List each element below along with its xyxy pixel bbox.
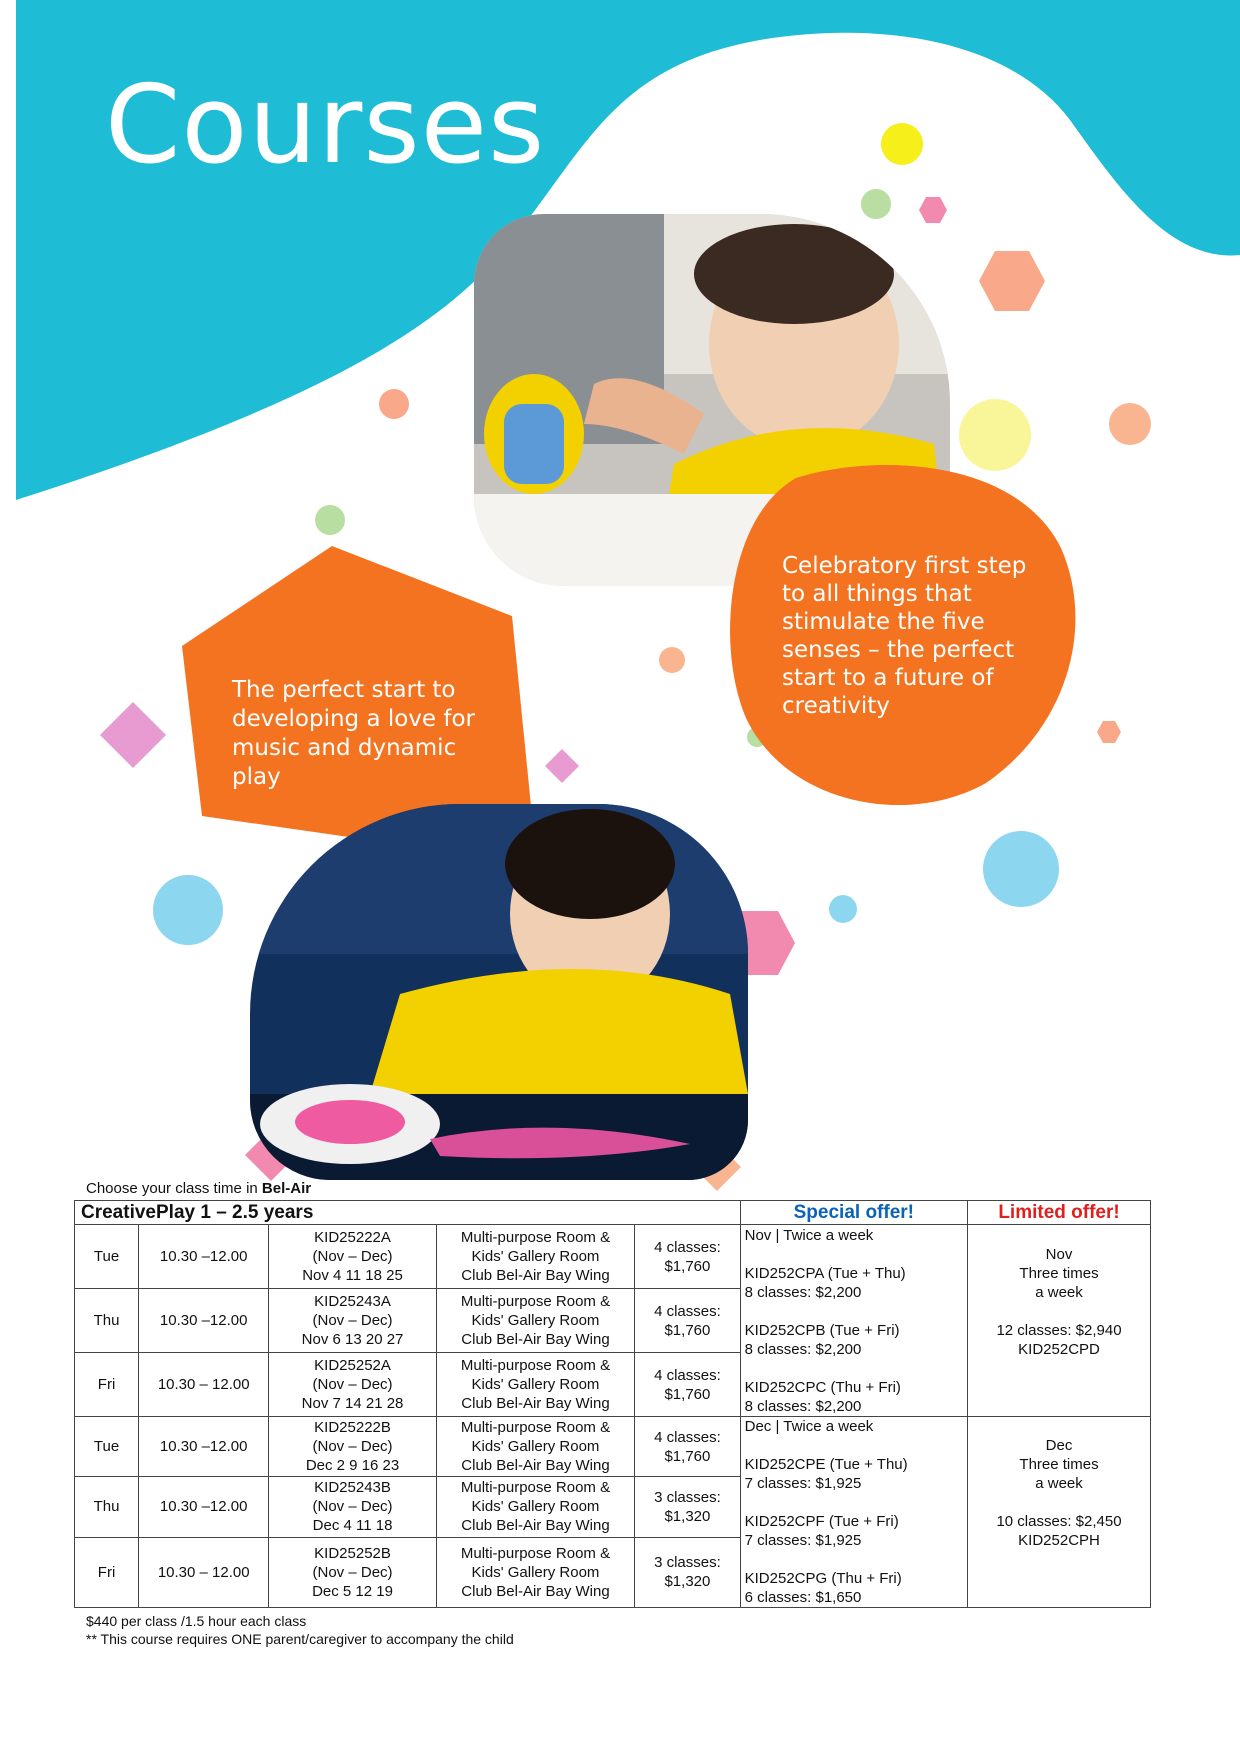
code-cell: KID25222B (Nov – Dec) Dec 2 9 16 23 bbox=[269, 1417, 436, 1477]
venue-cell: Multi-purpose Room & Kids' Gallery Room Club Bel-Air Bay Wing bbox=[436, 1417, 634, 1477]
day-cell: Thu bbox=[75, 1477, 139, 1537]
price-cell: 4 classes: $1,760 bbox=[635, 1353, 740, 1417]
blurb-bottom-text: The perfect start to developing a love for music and dynamic play bbox=[232, 677, 476, 790]
pink-diamond-shape bbox=[98, 700, 168, 770]
footnote-price: $440 per class /1.5 hour each class bbox=[86, 1613, 307, 1629]
code-cell: KID25222A (Nov – Dec) Nov 4 11 18 25 bbox=[269, 1225, 436, 1289]
yellow-dot-shape bbox=[880, 122, 924, 166]
table-row bbox=[75, 1225, 1151, 1289]
course-name: CreativePlay 1 – 2.5 years bbox=[75, 1201, 741, 1225]
venue-cell: Multi-purpose Room & Kids' Gallery Room Club Bel-Air Bay Wing bbox=[436, 1225, 634, 1289]
code-cell: KID25243B (Nov – Dec) Dec 4 11 18 bbox=[269, 1477, 436, 1537]
peach-dot-shape bbox=[658, 646, 686, 674]
nov-special-offer-cell: Nov | Twice a week KID252CPA (Tue + Thu) 8 classes: $2,200 KID252CPB (Tue + Fri) 8 classes: $2,200 KID252CPC (Thu + Fri) 8 classes: $2,200 bbox=[740, 1225, 967, 1417]
peach-dot-shape bbox=[378, 388, 410, 420]
table-header-row bbox=[75, 1201, 1151, 1225]
nov-limited-offer-cell: Nov Three times a week 12 classes: $2,940 KID252CPD bbox=[968, 1225, 1151, 1417]
price-cell: 4 classes: $1,760 bbox=[635, 1289, 740, 1353]
day-cell: Tue bbox=[75, 1417, 139, 1477]
caption-location: Bel-Air bbox=[261, 1180, 312, 1197]
schedule-table bbox=[74, 1200, 1151, 1608]
blue-dot-shape bbox=[828, 894, 858, 924]
code-cell: KID25252B (Nov – Dec) Dec 5 12 19 bbox=[269, 1537, 436, 1607]
pink-hexagon-shape bbox=[918, 196, 948, 224]
venue-cell: Multi-purpose Room & Kids' Gallery Room Club Bel-Air Bay Wing bbox=[436, 1477, 634, 1537]
peach-hexagon-shape bbox=[978, 250, 1046, 312]
toddler-painting-photo bbox=[250, 804, 748, 1180]
green-dot-shape bbox=[860, 188, 892, 220]
price-cell: 3 classes: $1,320 bbox=[635, 1537, 740, 1607]
code-cell: KID25252A (Nov – Dec) Nov 7 14 21 28 bbox=[269, 1353, 436, 1417]
limited-offer-header: Limited offer! bbox=[968, 1201, 1151, 1225]
price-cell: 4 classes: $1,760 bbox=[635, 1225, 740, 1289]
time-cell: 10.30 –12.00 bbox=[139, 1477, 269, 1537]
dec-special-offer-cell: Dec | Twice a week KID252CPE (Tue + Thu) 7 classes: $1,925 KID252CPF (Tue + Fri) 7 classes: $1,925 KID252CPG (Thu + Fri) 6 classes: $1,650 bbox=[740, 1417, 967, 1608]
peach-dot-shape bbox=[1108, 402, 1152, 446]
price-cell: 3 classes: $1,320 bbox=[635, 1477, 740, 1537]
time-cell: 10.30 –12.00 bbox=[139, 1225, 269, 1289]
venue-cell: Multi-purpose Room & Kids' Gallery Room Club Bel-Air Bay Wing bbox=[436, 1537, 634, 1607]
dec-limited-offer-cell: Dec Three times a week 10 classes: $2,450 KID252CPH bbox=[968, 1417, 1151, 1608]
venue-cell: Multi-purpose Room & Kids' Gallery Room Club Bel-Air Bay Wing bbox=[436, 1289, 634, 1353]
day-cell: Fri bbox=[75, 1537, 139, 1607]
time-cell: 10.30 –12.00 bbox=[139, 1417, 269, 1477]
time-cell: 10.30 – 12.00 bbox=[139, 1537, 269, 1607]
pink-diamond-shape bbox=[544, 748, 580, 784]
code-cell: KID25243A (Nov – Dec) Nov 6 13 20 27 bbox=[269, 1289, 436, 1353]
price-cell: 4 classes: $1,760 bbox=[635, 1417, 740, 1477]
page-title: Courses bbox=[105, 63, 546, 188]
day-cell: Tue bbox=[75, 1225, 139, 1289]
special-offer-header: Special offer! bbox=[740, 1201, 967, 1225]
blue-dot-shape bbox=[982, 830, 1060, 908]
day-cell: Fri bbox=[75, 1353, 139, 1417]
time-cell: 10.30 – 12.00 bbox=[139, 1353, 269, 1417]
green-dot-shape bbox=[314, 504, 346, 536]
day-cell: Thu bbox=[75, 1289, 139, 1353]
time-cell: 10.30 –12.00 bbox=[139, 1289, 269, 1353]
blurb-top-text: Celebratory first step to all things that stimulate the five senses – the perfect start to a future of creativity bbox=[782, 553, 1027, 719]
table-row bbox=[75, 1417, 1151, 1477]
footnotes bbox=[86, 1612, 514, 1648]
peach-hexagon-shape bbox=[1096, 720, 1122, 744]
footnote-caregiver: ** This course requires ONE parent/caregiver to accompany the child bbox=[86, 1631, 514, 1647]
venue-cell: Multi-purpose Room & Kids' Gallery Room Club Bel-Air Bay Wing bbox=[436, 1353, 634, 1417]
schedule-caption bbox=[86, 1180, 311, 1197]
caption-prefix: Choose your class time in bbox=[86, 1180, 258, 1197]
blue-dot-shape bbox=[152, 874, 224, 946]
